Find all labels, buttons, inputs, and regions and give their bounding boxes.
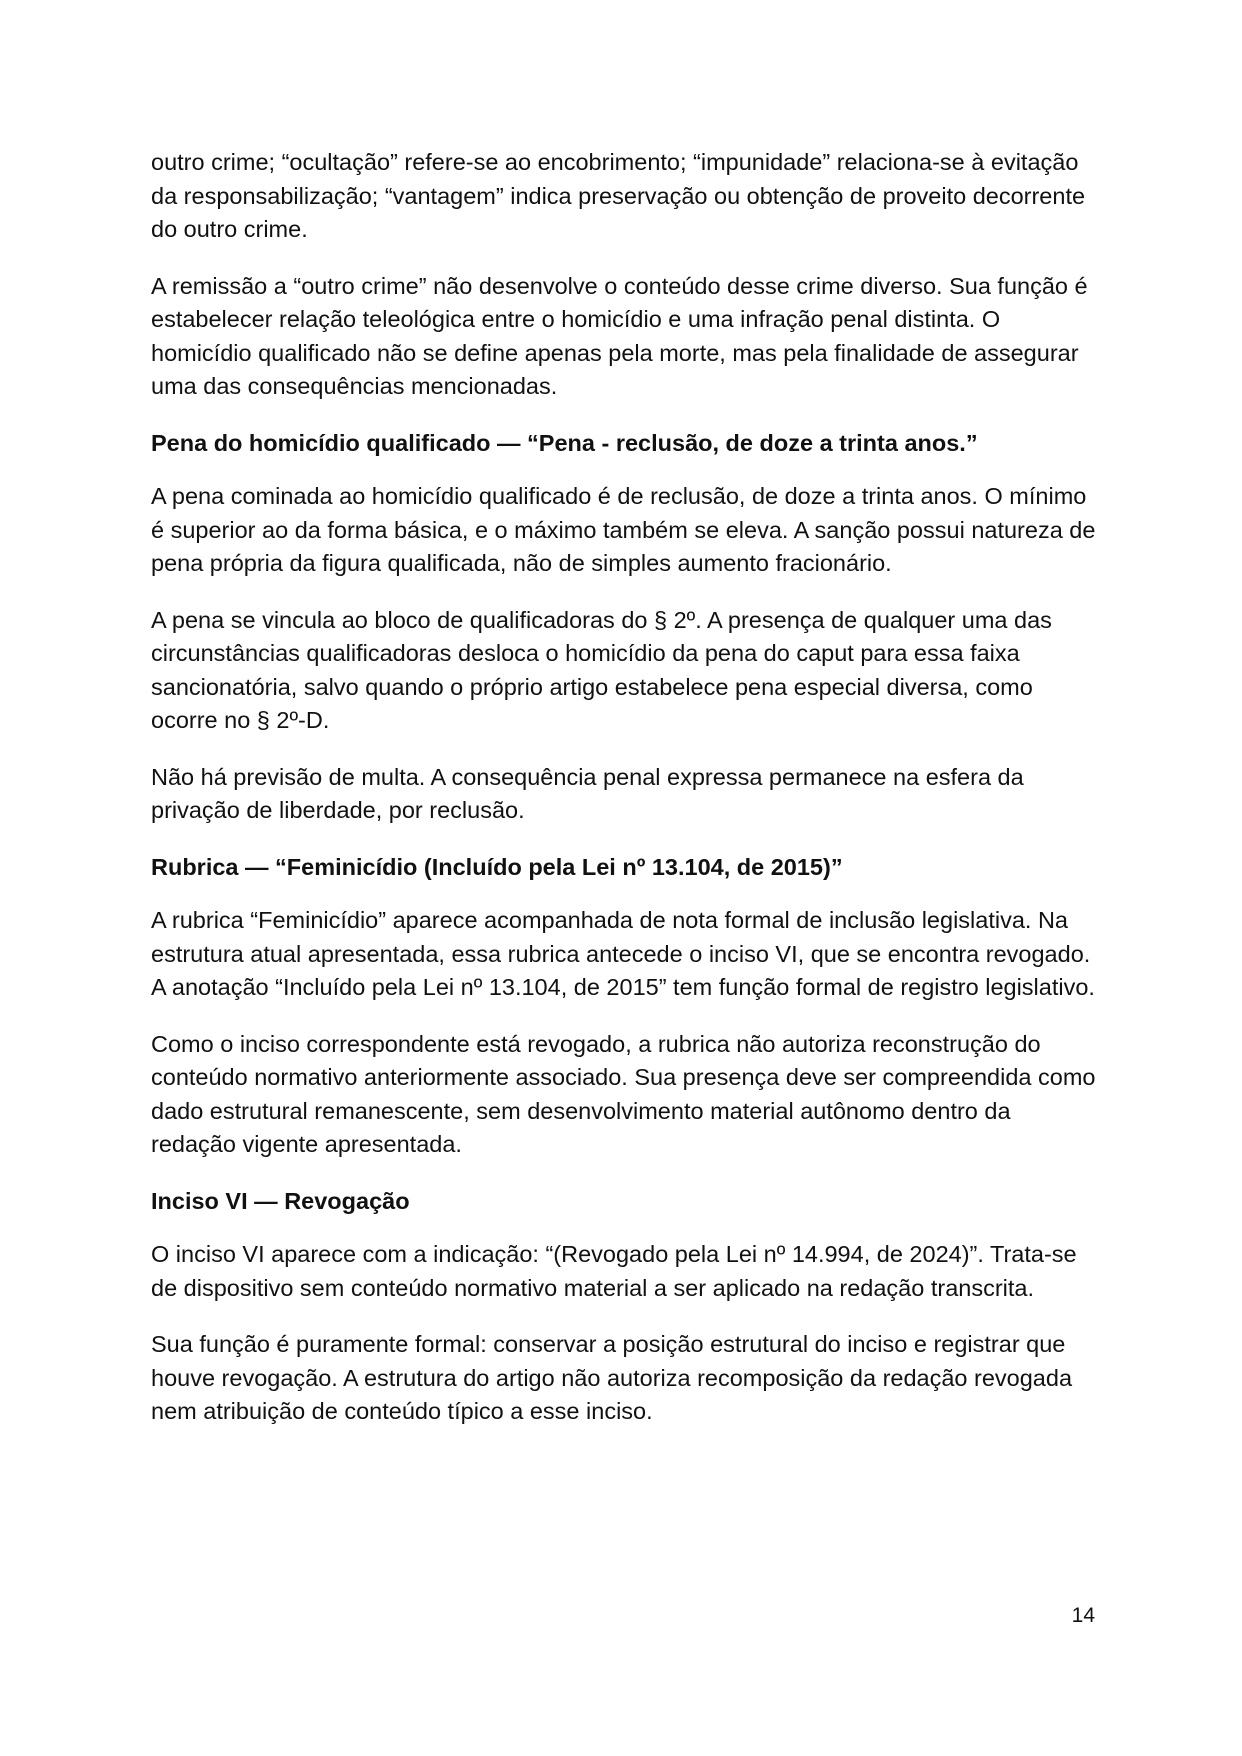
body-paragraph: A pena cominada ao homicídio qualificado é de reclusão, de doze a trinta anos. O mínimo é superior ao da forma básica, e o máximo também se eleva. A sanção possui natureza de pena própria da figura qualificada, não de simples aumento fracionário. — [151, 483, 1096, 576]
body-paragraph: A rubrica “Feminicídio” aparece acompanhada de nota formal de inclusão legislativa. Na estrutura atual apresentada, essa rubrica antecede o inciso VI, que se encontra revogado. A anotação “Incluído pela Lei nº 13.104, de 2015” tem função formal de registro legislativo. — [151, 907, 1095, 1000]
body-paragraph: Não há previsão de multa. A consequência penal expressa permanece na esfera da privação de liberdade, por reclusão. — [151, 763, 1024, 823]
body-paragraph: A remissão a “outro crime” não desenvolve o conteúdo desse crime diverso. Sua função é estabelecer relação teleológica entre o homicídio e uma infração penal distinta. O homicídio qualificado não se define apenas pela morte, mas pela finalidade de assegurar uma das consequências mencionadas. — [151, 272, 1088, 399]
body-paragraph: O inciso VI aparece com a indicação: “(Revogado pela Lei nº 14.994, de 2024)”. Trata-se de dispositivo sem conteúdo normativo material a ser aplicado na redação transcrita. — [151, 1241, 1077, 1301]
body-paragraph: outro crime; “ocultação” refere-se ao encobrimento; “impunidade” relaciona-se à evitação da responsabilização; “vantagem” indica preservação ou obtenção de proveito decorrente do outro crime. — [151, 149, 1086, 242]
section-heading: Rubrica — “Feminicídio (Incluído pela Lei nº 13.104, de 2015)” — [151, 853, 843, 880]
page-number: 14 — [1071, 1604, 1095, 1627]
body-paragraph: A pena se vincula ao bloco de qualificadoras do § 2º. A presença de qualquer uma das circunstâncias qualificadoras desloca o homicídio da pena do caput para essa faixa sancionatória, salvo quando o próprio artigo estabelece pena especial diversa, como ocorre no § 2º-D. — [151, 606, 1052, 733]
section-heading: Inciso VI — Revogação — [151, 1187, 410, 1214]
body-paragraph: Como o inciso correspondente está revogado, a rubrica não autoriza reconstrução do conteúdo normativo anteriormente associado. Sua presença deve ser compreendida como dado estrutural remanescente, sem desenvolvimento material autônomo dentro da redação vigente apresentada. — [151, 1030, 1096, 1157]
body-paragraph: Sua função é puramente formal: conservar a posição estrutural do inciso e registrar que houve revogação. A estrutura do artigo não autoriza recomposição da redação revogada nem atribuição de conteúdo típico a esse inciso. — [151, 1331, 1073, 1424]
page-content — [151, 146, 1096, 1452]
section-heading: Pena do homicídio qualificado — “Pena - reclusão, de doze a trinta anos.” — [151, 429, 978, 456]
